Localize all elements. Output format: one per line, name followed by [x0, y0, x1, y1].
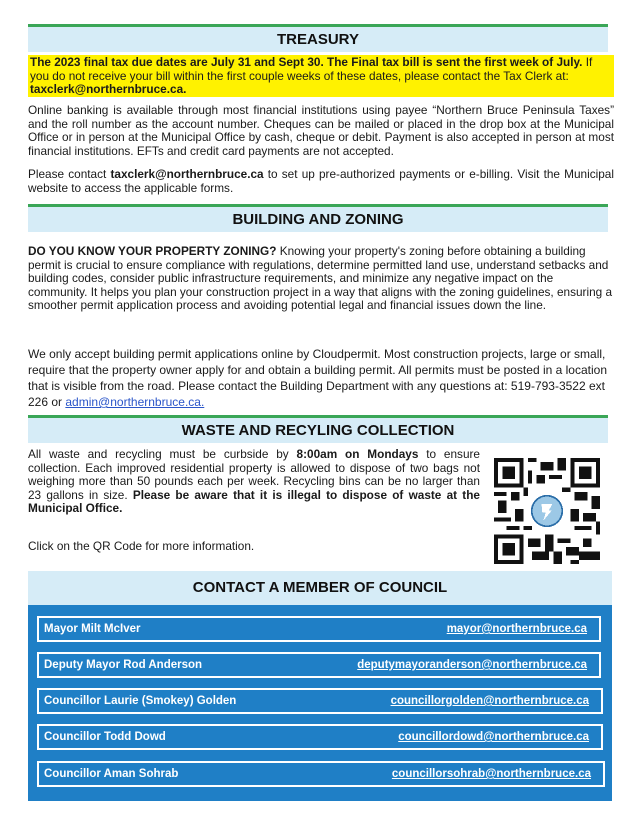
tax-due-notice: [28, 55, 614, 97]
council-member-email[interactable]: councillordowd@northernbruce.ca: [398, 731, 589, 743]
zoning-text: DO YOU KNOW YOUR PROPERTY ZONING? Knowing your property's zoning before obtaining a building permit is crucial to ensure compliance with regulations, determine permitted land use, understand setbacks and building codes, consider public infrastructure requirements, and minimize any negative impact on the community. It helps you plan your construction project in a way that aligns with the zoning guidelines, ensuring a smoother permit application process and avoiding potential legal and financial issues down the line.: [28, 244, 613, 313]
council-row-sohrab: [37, 761, 605, 787]
council-member-name: Deputy Mayor Rod Anderson: [44, 659, 203, 671]
zoning-question: DO YOU KNOW YOUR PROPERTY ZONING?: [28, 244, 277, 258]
council-row-deputy-mayor: [37, 652, 601, 678]
council-member-email[interactable]: councillorsohrab@northernbruce.ca: [391, 768, 591, 780]
council-row-golden: [37, 688, 603, 714]
admin-email-link[interactable]: admin@northernbruce.ca.: [65, 395, 205, 409]
permit-text: We only accept building permit applications online by Cloudpermit. Most construction projects, large or small, require that the property owner apply for and obtain a building permit. All permits must be posted in a location that is visible from the road. Please contact the Building Department with any questions at: 519-793-3522 ext 226 or admin@northernbruce.ca.: [28, 347, 607, 409]
qr-code-icon[interactable]: [494, 458, 600, 564]
council-member-name: Councillor Laurie (Smokey) Golden: [44, 695, 237, 707]
council-member-name: Mayor Milt McIver: [44, 623, 141, 635]
waste-text: All waste and recycling must be curbside by 8:00am on Mondays to ensure collection. Each improved residential property is allowed to dispose of two bags not weighing more than 50 pounds each per week. Recycling bins can be no larger than 23 gallons in size. Please be aware that it is illegal to dispose of waste at the Municipal Office.: [28, 447, 480, 516]
council-member-name: Councillor Todd Dowd: [44, 731, 166, 743]
council-member-email[interactable]: deputymayoranderson@northernbruce.ca: [357, 659, 587, 671]
council-heading: CONTACT A MEMBER OF COUNCIL: [28, 571, 612, 605]
pre-authorized-text: Please contact taxclerk@northernbruce.ca to set up pre-authorized payments or e-billing. Visit the Municipal website to access the applicable forms.: [28, 167, 614, 195]
qr-note: Click on the QR Code for more information.: [28, 539, 255, 553]
tax-clerk-email-link[interactable]: taxclerk@northernbruce.ca: [110, 167, 264, 181]
tax-bill-instruction: If you do not receive your bill within the first couple weeks of these dates, please contact the Tax Clerk at:: [30, 55, 593, 83]
building-heading: BUILDING AND ZONING: [28, 204, 608, 232]
tax-clerk-email[interactable]: taxclerk@northernbruce.ca.: [30, 82, 187, 97]
waste-warning: Please be aware that it is illegal to dispose of waste at the Municipal Office.: [28, 487, 480, 516]
payment-options-text: Online banking is available through most financial institutions using payee “Northern Bruce Peninsula Taxes” and the roll number as the account number. Cheques can be mailed or placed in the drop box at the Municipal Office or in person at the Municipal Office by cash, cheque or debit. Payment is also accepted in person at most financial institutions. EFTs and credit card payments are not accepted.: [28, 103, 614, 158]
council-contact-panel: [28, 571, 612, 801]
council-member-name: Councillor Aman Sohrab: [44, 768, 179, 780]
waste-heading: WASTE AND RECYLING COLLECTION: [28, 415, 608, 443]
council-member-email[interactable]: councillorgolden@northernbruce.ca: [390, 695, 589, 707]
council-row-dowd: [37, 724, 603, 750]
tax-due-dates: The 2023 final tax due dates are July 31 and Sept 30. The Final tax bill is sent the first week of July.: [30, 55, 583, 69]
council-member-email[interactable]: mayor@northernbruce.ca: [446, 623, 587, 635]
council-row-mayor: [37, 616, 601, 642]
treasury-heading: TREASURY: [28, 24, 608, 52]
